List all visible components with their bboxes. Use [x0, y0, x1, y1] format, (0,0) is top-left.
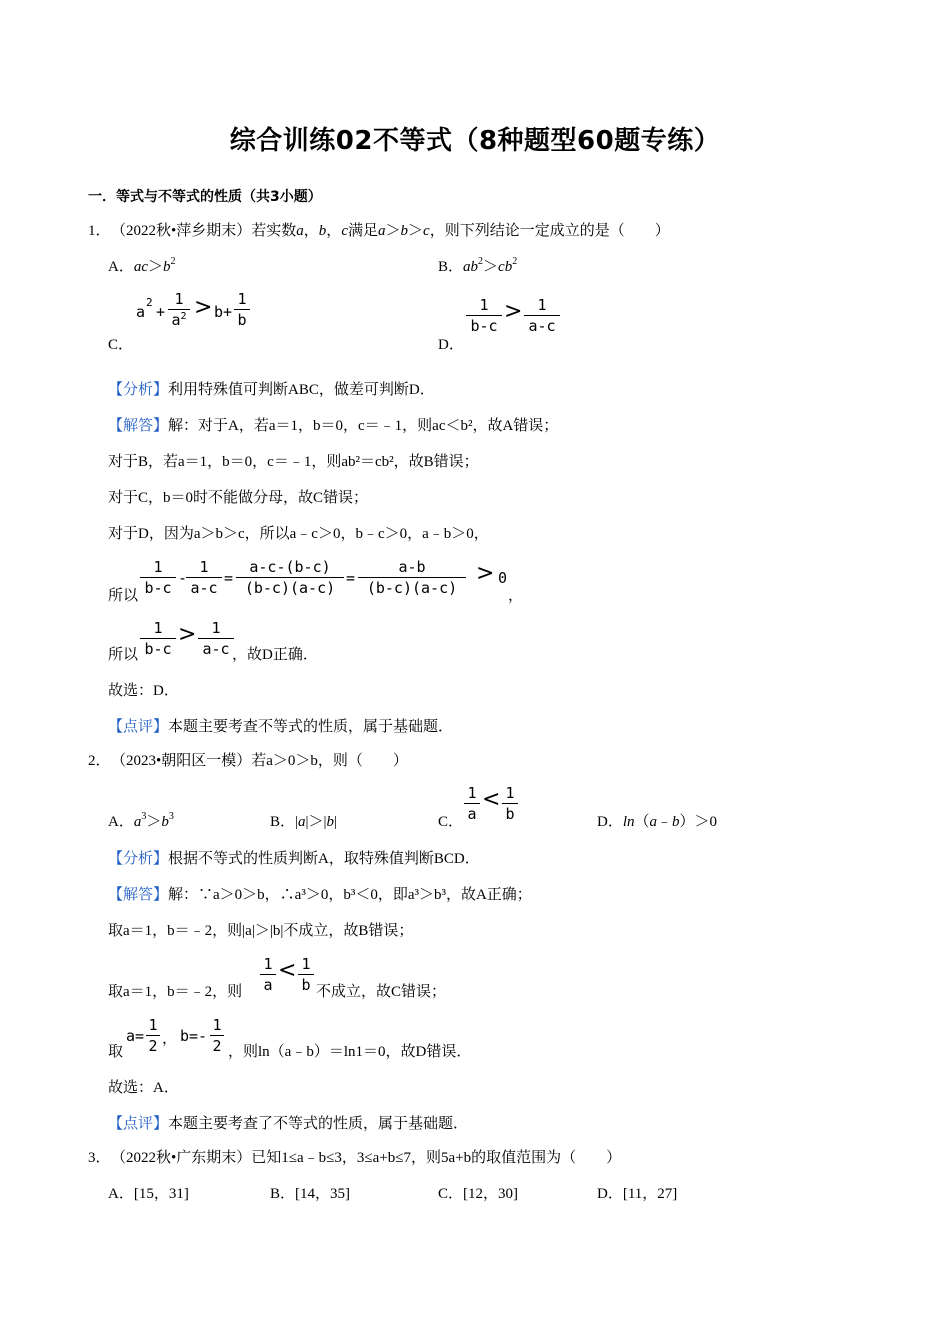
q2-reciprocal-formula: 1 a < 1 b: [260, 955, 320, 997]
question-1-stem: 1． （2022秋•萍乡期末）若实数a，b，c满足a＞b＞c，则下列结论一定成立的是（ ）: [88, 223, 670, 239]
q2-option-d[interactable]: D．ln（a﹣b）＞0: [597, 814, 718, 830]
q2-comment: 【点评】本题主要考查了不等式的性质，属于基础题．: [108, 1116, 469, 1132]
q1-option-c-formula: a 2 + 1 $a^2$ > b+ 1 b: [136, 290, 266, 335]
q1-answer-line-3: 对于C，b＝0时不能做分母，故C错误；: [108, 490, 369, 506]
q2-choice: 故选：A．: [108, 1080, 179, 1096]
q1-choice: 故选：D．: [108, 683, 179, 699]
q1-answer-line-6-suffix: ，故D正确．: [232, 647, 318, 663]
q2-answer-line-3-prefix: 取a＝1，b＝﹣2，则: [108, 984, 243, 1000]
q3-option-b[interactable]: B．[14，35]: [270, 1186, 350, 1202]
q1-answer-line-4: 对于D，因为a＞b＞c，所以a﹣c＞0，b﹣c＞0，a﹣b＞0，: [108, 526, 489, 542]
q1-analysis: 【分析】利用特殊值可判断ABC，做差可判断D．: [108, 382, 435, 398]
q3-option-c[interactable]: C．[12，30]: [438, 1186, 518, 1202]
q2-option-a[interactable]: A．$a^3>b^3$: [108, 811, 174, 830]
q1-option-c-label[interactable]: C．: [108, 337, 134, 353]
q1-option-d-label[interactable]: D．: [438, 337, 464, 353]
q2-option-c-formula: 1 a < 1 b: [464, 784, 524, 826]
question-2-stem: 2． （2023•朝阳区一模）若a＞0＞b，则（ ）: [88, 753, 408, 769]
q1-answer-line-2: 对于B，若a＝1，b＝0，c＝﹣1，则ab²＝cb²，故B错误；: [108, 454, 479, 470]
q2-values-formula: a= 1 2 ， b=- 1 2: [126, 1016, 246, 1058]
q1-difference-formula: 1 b-c - 1 a-c = a-c-(b-c) (b-c)(a-c) = a-b (b-c)(a-c) > 0: [140, 558, 520, 604]
q2-option-c-label[interactable]: C．: [438, 814, 464, 830]
q1-answer-line-6-prefix: 所以: [108, 647, 139, 663]
q3-option-d[interactable]: D．[11，27]: [597, 1186, 678, 1202]
q1-option-a[interactable]: A．$ac>b^2$: [108, 256, 176, 275]
q1-conclusion-formula: 1 b-c > 1 a-c: [140, 619, 240, 661]
q2-option-b[interactable]: B．|a|＞|b|: [270, 814, 338, 830]
q1-comment: 【点评】本题主要考查不等式的性质，属于基础题．: [108, 719, 454, 735]
q2-answer-line-4-suffix: ，则ln（a﹣b）＝ln1＝0，故D错误．: [228, 1044, 472, 1060]
q2-answer-line-3-suffix: 不成立，故C错误；: [316, 984, 447, 1000]
q3-option-a[interactable]: A．[15，31]: [108, 1186, 189, 1202]
q2-analysis: 【分析】根据不等式的性质判断A，取特殊值判断BCD．: [108, 851, 480, 867]
q2-answer-line-2: 取a＝1，b＝﹣2，则|a|＞|b|不成立，故B错误；: [108, 923, 414, 939]
q2-answer-line-4-prefix: 取: [108, 1044, 124, 1060]
page-title: 综合训练02不等式（8种题型60题专练）: [229, 126, 721, 156]
q1-answer-line-5-prefix: 所以: [108, 588, 139, 604]
question-3-stem: 3． （2022秋•广东期末）已知1≤a﹣b≤3，3≤a+b≤7，则5a+b的取值范围为（ ）: [88, 1150, 622, 1166]
q1-option-b[interactable]: B．$ab^2>cb^2$: [438, 256, 518, 275]
q1-answer-line-1: 【解答】解：对于A，若a＝1，b＝0，c＝﹣1，则ac＜b²，故A错误；: [108, 418, 559, 434]
q1-option-d-formula: 1 b-c > 1 a-c: [466, 296, 566, 338]
section-heading: 一．等式与不等式的性质（共3小题）: [88, 189, 322, 205]
document-page: 综合训练02不等式（8种题型60题专练） 一．等式与不等式的性质（共3小题） 1． （2022秋•萍乡期末）若实数a，b，c满足a＞b＞c，则下列结论一定成立的是（ ） A．$ac>b^2$ B．$ab^2>cb^2$ C． a 2 + 1 $a^2$ > b+ 1 b D． 1 b-c > 1 a-c 【分析】利用特殊值可判断ABC，做差可判断D． 【解答】解：对于A，若a＝1，b＝0，c＝﹣1，则ac＜b²，故A错误； 对于B，若a＝1，b＝0，c＝﹣1，则ab²＝cb²，故B错误； 对于C，b＝0时不能做分母，故C错误； 对于D，因为a＞b＞c，所以a﹣c＞0，b﹣c＞0，a﹣b＞0， 所以 1 b-c - 1 a-c = a-c-(b-c) (b-c)(a-c) = a-b (b-c)(a-c) > 0 ， 所以 1 b-c > 1 a-c ，故D正确． 故选：D． 【点评】本题主要考查不等式的性质，属于基础题． 2． （2023•朝阳区一模）若a＞0＞b，则（ ） A．$a^3>b^3$ B．|a|＞|b| C． 1 a < 1 b D．ln（a﹣b）＞0 【分析】根据不等式的性质判断A，取特殊值判断BCD． 【解答】解：∵a＞0＞b，∴a³＞0，b³＜0，即a³＞b³，故A正确； 取a＝1，b＝﹣2，则|a|＞|b|不成立，故B错误； 取a＝1，b＝﹣2，则 1 a < 1 b 不成立，故C错误； 取 a= 1 2 ， b=- 1 2 ，则ln（a﹣b）＝ln1＝0，故D错误． 故选：A． 【点评】本题主要考查了不等式的性质，属于基础题． 3． （2022秋•广东期末）已知1≤a﹣b≤3，3≤a+b≤7，则5a+b的取值范围为（ ） A．[15，31] B．[14，35] C．[12，30] D．[11，27]: [0, 0, 950, 1344]
q2-answer-line-1: 【解答】解：∵a＞0＞b，∴a³＞0，b³＜0，即a³＞b³，故A正确；: [108, 887, 532, 903]
